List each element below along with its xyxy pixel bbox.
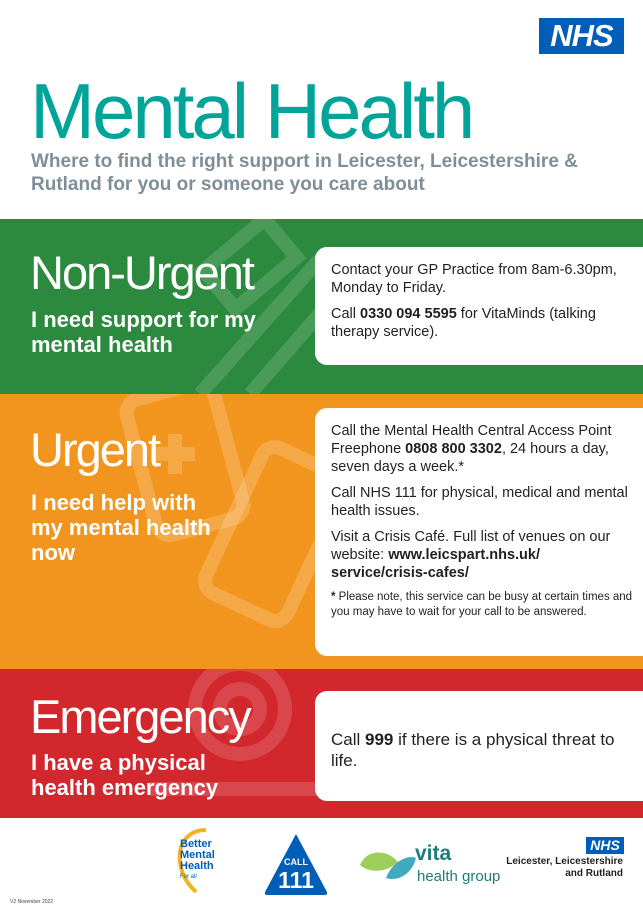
- urgent-info-card: [315, 408, 643, 656]
- urgent-heading: Urgent: [30, 423, 160, 476]
- nhs-111-logo-icon: [263, 832, 329, 896]
- emergency-999-text: Call 999 if there is a physical threat to life.: [331, 730, 615, 770]
- urgent-subheading: I need help with my mental health now: [31, 490, 211, 565]
- emergency-subheading: I have a physical health emergency: [31, 750, 219, 800]
- call-number: 111: [278, 867, 314, 893]
- vitaminds-phone[interactable]: 0330 094 5595: [360, 306, 457, 322]
- non-urgent-subheading: I need support for my mental health: [31, 307, 256, 357]
- page-subtitle: Where to find the right support in Leicester, Leicestershire & Rutland for you or someone you care about: [31, 151, 578, 195]
- crisis-cafe-text: Visit a Crisis Café. Full list of venues on our website: www.leicspart.nhs.uk/ service/crisis-cafes/: [331, 529, 611, 581]
- crisis-cafe-link[interactable]: www.leicspart.nhs.uk/ service/crisis-cafes/: [331, 547, 540, 581]
- non-urgent-heading: Non-Urgent: [30, 246, 253, 299]
- trust-name: Leicester, Leicestershire and Rutland: [506, 856, 623, 879]
- better-mental-health-text: Better Mental Health For all: [180, 838, 215, 880]
- central-access-text: Call the Mental Health Central Access Point Freephone 0808 800 3302, 24 hours a day, seven days a week.*: [331, 423, 612, 475]
- nhs-trust-logo: NHS: [586, 837, 624, 854]
- nhs111-text: Call NHS 111 for physical, medical and mental health issues.: [331, 485, 628, 519]
- partner-logos: [0, 826, 643, 909]
- non-urgent-vitaminds-text: Call 0330 094 5595 for VitaMinds (talking therapy service).: [331, 306, 596, 340]
- emergency-heading: Emergency: [30, 690, 250, 743]
- non-urgent-gp-text: Contact your GP Practice from 8am-6.30pm, Monday to Friday.: [331, 262, 617, 296]
- urgent-section: [0, 394, 643, 669]
- emergency-999-number[interactable]: 999: [365, 730, 394, 749]
- busy-note: * Please note, this service can be busy at certain times and you may have to wait for your call to be answered.: [331, 591, 633, 618]
- page-title: Mental Health: [30, 67, 473, 155]
- emergency-section: [0, 669, 643, 818]
- central-access-phone[interactable]: 0808 800 3302: [405, 441, 502, 457]
- version-stamp: V2 November 2022: [10, 899, 54, 905]
- vita-health-group-text: health group: [417, 868, 501, 885]
- emergency-info-card: [315, 691, 643, 801]
- nhs-logo: NHS: [539, 18, 624, 54]
- non-urgent-info-card: [315, 247, 643, 365]
- vita-wordmark: vita: [415, 842, 452, 865]
- call-label: CALL: [284, 857, 308, 867]
- non-urgent-section: [0, 219, 643, 394]
